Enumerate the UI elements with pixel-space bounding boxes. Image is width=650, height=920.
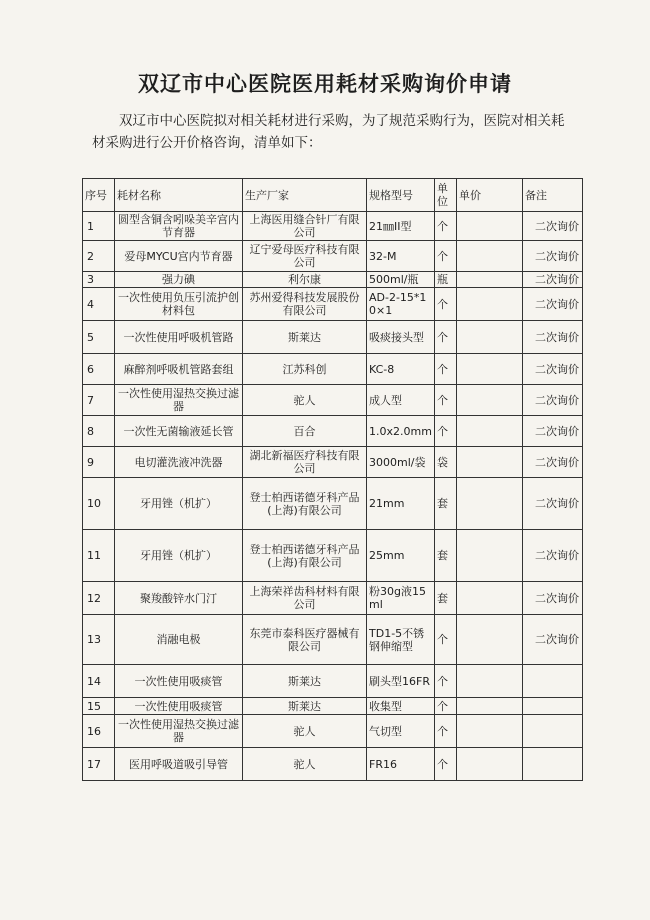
cell-maker: 驼人 [243, 715, 367, 748]
cell-unit: 瓶 [435, 272, 457, 288]
header-note: 备注 [523, 179, 583, 212]
cell-unit: 套 [435, 530, 457, 582]
cell-name: 一次性使用吸痰管 [115, 665, 243, 698]
cell-name: 一次性使用湿热交换过滤器 [115, 715, 243, 748]
cell-spec: 粉30g液15ml [367, 582, 435, 615]
cell-no: 15 [83, 698, 115, 715]
cell-note [523, 715, 583, 748]
header-name: 耗材名称 [115, 179, 243, 212]
header-maker: 生产厂家 [243, 179, 367, 212]
cell-unit: 个 [435, 385, 457, 416]
cell-note: 二次询价 [523, 530, 583, 582]
cell-maker: 驼人 [243, 385, 367, 416]
cell-name: 一次性使用负压引流护创材料包 [115, 288, 243, 321]
cell-no: 13 [83, 615, 115, 665]
cell-price [457, 272, 523, 288]
table-row [83, 698, 583, 715]
table-body [83, 212, 583, 781]
cell-note: 二次询价 [523, 212, 583, 241]
cell-price [457, 385, 523, 416]
cell-spec: KC-8 [367, 354, 435, 385]
cell-unit: 袋 [435, 447, 457, 478]
cell-price [457, 447, 523, 478]
cell-maker: 斯莱达 [243, 698, 367, 715]
cell-maker: 辽宁爱母医疗科技有限公司 [243, 241, 367, 272]
cell-spec: 成人型 [367, 385, 435, 416]
cell-spec: 气切型 [367, 715, 435, 748]
inquiry-table [82, 178, 583, 781]
cell-unit: 个 [435, 715, 457, 748]
cell-name: 消融电极 [115, 615, 243, 665]
table-row [83, 447, 583, 478]
cell-spec: 收集型 [367, 698, 435, 715]
cell-price [457, 416, 523, 447]
cell-spec: 500ml/瓶 [367, 272, 435, 288]
table-row [83, 321, 583, 354]
cell-name: 麻醉剂呼吸机管路套组 [115, 354, 243, 385]
cell-price [457, 582, 523, 615]
cell-spec: 32-M [367, 241, 435, 272]
cell-no: 1 [83, 212, 115, 241]
cell-note: 二次询价 [523, 288, 583, 321]
cell-price [457, 288, 523, 321]
cell-maker: 驼人 [243, 748, 367, 781]
cell-no: 6 [83, 354, 115, 385]
cell-price [457, 354, 523, 385]
cell-name: 牙用锉（机扩） [115, 478, 243, 530]
cell-name: 一次性无菌输液延长管 [115, 416, 243, 447]
cell-maker: 登士柏西诺德牙科产品(上海)有限公司 [243, 478, 367, 530]
cell-note: 二次询价 [523, 447, 583, 478]
cell-price [457, 241, 523, 272]
cell-name: 圆型含铜含吲哚美辛宫内节育器 [115, 212, 243, 241]
cell-note: 二次询价 [523, 478, 583, 530]
table-row [83, 288, 583, 321]
cell-unit: 个 [435, 212, 457, 241]
cell-no: 3 [83, 272, 115, 288]
cell-unit: 个 [435, 321, 457, 354]
cell-name: 爱母MYCU宫内节育器 [115, 241, 243, 272]
table-row [83, 385, 583, 416]
table-row [83, 212, 583, 241]
cell-note [523, 698, 583, 715]
cell-unit: 个 [435, 288, 457, 321]
cell-name: 医用呼吸道吸引导管 [115, 748, 243, 781]
cell-maker: 上海医用缝合针厂有限公司 [243, 212, 367, 241]
cell-no: 2 [83, 241, 115, 272]
cell-no: 11 [83, 530, 115, 582]
cell-name: 强力碘 [115, 272, 243, 288]
cell-no: 16 [83, 715, 115, 748]
cell-unit: 套 [435, 478, 457, 530]
cell-maker: 江苏科创 [243, 354, 367, 385]
table-row [83, 715, 583, 748]
table-row [83, 354, 583, 385]
cell-maker: 斯莱达 [243, 665, 367, 698]
cell-spec: 吸痰接头型 [367, 321, 435, 354]
cell-note: 二次询价 [523, 615, 583, 665]
cell-maker: 上海荣祥齿科材料有限公司 [243, 582, 367, 615]
cell-unit: 个 [435, 615, 457, 665]
header-price: 单价 [457, 179, 523, 212]
cell-note: 二次询价 [523, 241, 583, 272]
cell-no: 7 [83, 385, 115, 416]
cell-spec: 25mm [367, 530, 435, 582]
cell-price [457, 212, 523, 241]
cell-note: 二次询价 [523, 354, 583, 385]
cell-unit: 个 [435, 354, 457, 385]
cell-price [457, 615, 523, 665]
cell-name: 一次性使用呼吸机管路 [115, 321, 243, 354]
cell-no: 12 [83, 582, 115, 615]
cell-unit: 个 [435, 665, 457, 698]
cell-unit: 套 [435, 582, 457, 615]
cell-no: 9 [83, 447, 115, 478]
cell-price [457, 530, 523, 582]
cell-no: 17 [83, 748, 115, 781]
cell-unit: 个 [435, 416, 457, 447]
table-row [83, 478, 583, 530]
table-row [83, 748, 583, 781]
cell-note: 二次询价 [523, 272, 583, 288]
cell-maker: 百合 [243, 416, 367, 447]
table-row [83, 582, 583, 615]
header-unit: 单位 [435, 179, 457, 212]
cell-name: 一次性使用吸痰管 [115, 698, 243, 715]
cell-note: 二次询价 [523, 416, 583, 447]
cell-maker: 斯莱达 [243, 321, 367, 354]
header-spec: 规格型号 [367, 179, 435, 212]
cell-name: 一次性使用湿热交换过滤器 [115, 385, 243, 416]
table-row [83, 272, 583, 288]
cell-name: 牙用锉（机扩） [115, 530, 243, 582]
table-row [83, 530, 583, 582]
cell-no: 8 [83, 416, 115, 447]
cell-price [457, 715, 523, 748]
cell-unit: 个 [435, 748, 457, 781]
cell-note [523, 748, 583, 781]
cell-price [457, 321, 523, 354]
cell-no: 10 [83, 478, 115, 530]
cell-unit: 个 [435, 241, 457, 272]
document-title: 双辽市中心医院医用耗材采购询价申请 [138, 72, 512, 96]
cell-spec: 21mm [367, 478, 435, 530]
cell-note [523, 665, 583, 698]
cell-no: 5 [83, 321, 115, 354]
cell-no: 14 [83, 665, 115, 698]
cell-maker: 登士柏西诺德牙科产品(上海)有限公司 [243, 530, 367, 582]
cell-spec: TD1-5不锈钢伸缩型 [367, 615, 435, 665]
cell-spec: 1.0x2.0mm [367, 416, 435, 447]
table-header-row [83, 179, 583, 212]
cell-price [457, 665, 523, 698]
cell-price [457, 698, 523, 715]
cell-spec: AD-2-15*10×1 [367, 288, 435, 321]
cell-spec: 刷头型16FR [367, 665, 435, 698]
cell-maker: 湖北新福医疗科技有限公司 [243, 447, 367, 478]
cell-maker: 利尔康 [243, 272, 367, 288]
cell-note: 二次询价 [523, 385, 583, 416]
cell-spec: FR16 [367, 748, 435, 781]
cell-note: 二次询价 [523, 582, 583, 615]
cell-maker: 苏州爱得科技发展股份有限公司 [243, 288, 367, 321]
header-no: 序号 [83, 179, 115, 212]
cell-maker: 东莞市泰科医疗器械有限公司 [243, 615, 367, 665]
cell-spec: 3000ml/袋 [367, 447, 435, 478]
cell-unit: 个 [435, 698, 457, 715]
table-row [83, 615, 583, 665]
cell-note: 二次询价 [523, 321, 583, 354]
cell-name: 电切灌洗液冲洗器 [115, 447, 243, 478]
cell-price [457, 478, 523, 530]
table-row [83, 416, 583, 447]
cell-name: 聚羧酸锌水门汀 [115, 582, 243, 615]
cell-spec: 21㎜II型 [367, 212, 435, 241]
intro-paragraph: 双辽市中心医院拟对相关耗材进行采购，为了规范采购行为，医院对相关耗材采购进行公开价格咨询，清单如下： [92, 113, 565, 151]
table-row [83, 665, 583, 698]
cell-no: 4 [83, 288, 115, 321]
cell-price [457, 748, 523, 781]
table-row [83, 241, 583, 272]
